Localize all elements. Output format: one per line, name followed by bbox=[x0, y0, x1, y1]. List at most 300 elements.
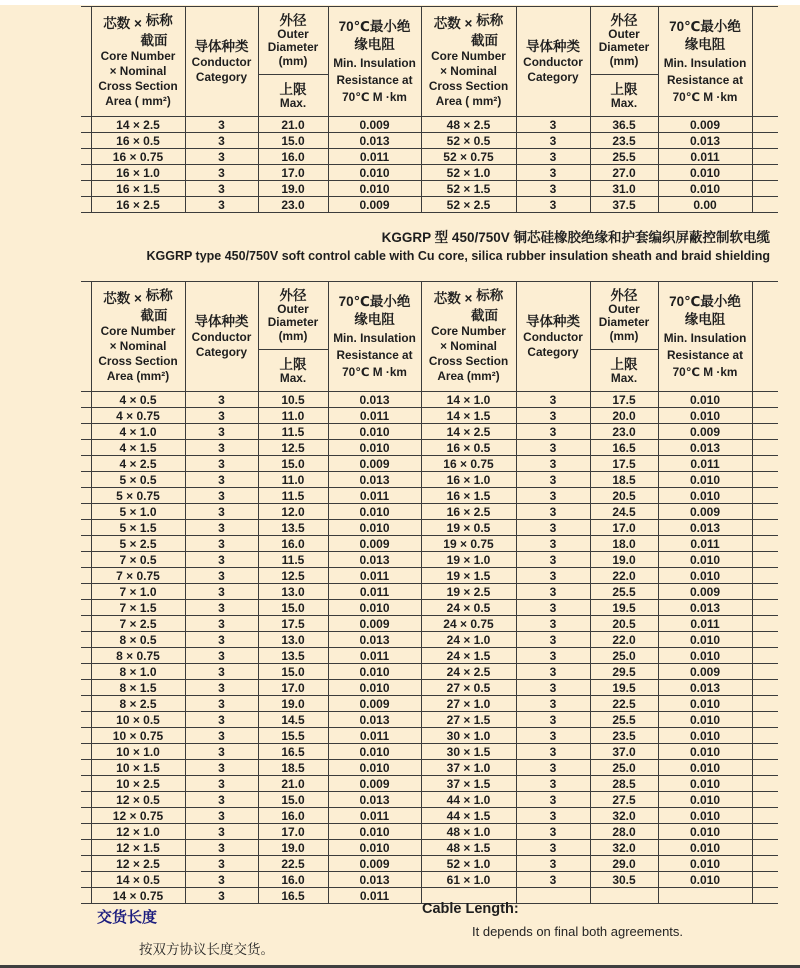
header-spec-cn-line1: 芯数 × 标称 bbox=[103, 287, 173, 306]
table-edge-left bbox=[81, 424, 91, 440]
table-row bbox=[81, 808, 778, 824]
table-edge-right bbox=[752, 648, 778, 664]
cell-category: 3 bbox=[516, 744, 590, 760]
table-edge-left bbox=[81, 600, 91, 616]
table-edge-right bbox=[752, 440, 778, 456]
cell-od-max: 20.5 bbox=[590, 488, 658, 504]
cell-min-insulation-resistance: 0.009 bbox=[658, 504, 752, 520]
cell-spec: 5 × 0.75 bbox=[91, 488, 185, 504]
table-edge-left bbox=[81, 808, 91, 824]
cell-category: 3 bbox=[185, 197, 258, 213]
table-edge-right bbox=[752, 536, 778, 552]
table-edge-left bbox=[81, 536, 91, 552]
table-row bbox=[81, 536, 778, 552]
cell-category: 3 bbox=[185, 664, 258, 680]
table-edge-right bbox=[752, 197, 778, 213]
table-row bbox=[81, 728, 778, 744]
cell-min-insulation-resistance: 0.013 bbox=[328, 552, 421, 568]
cell-min-insulation-resistance: 0.009 bbox=[658, 664, 752, 680]
cell-od-max: 29.5 bbox=[590, 664, 658, 680]
header-outer-diameter: 外径 Outer Diameter (mm) bbox=[590, 282, 658, 350]
cell-spec: 4 × 1.0 bbox=[91, 424, 185, 440]
table-edge-left bbox=[81, 165, 91, 181]
header-insulation-resistance: 70℃最小绝 缘电阻 Min. Insulation Resistance at 70℃ M ·km bbox=[658, 282, 752, 392]
cell-category: 3 bbox=[185, 824, 258, 840]
cell-spec: 48 × 2.5 bbox=[421, 117, 516, 133]
cell-od-max: 12.0 bbox=[258, 504, 328, 520]
cell-min-insulation-resistance: 0.011 bbox=[658, 456, 752, 472]
cell-min-insulation-resistance: 0.010 bbox=[658, 632, 752, 648]
cell-spec: 8 × 2.5 bbox=[91, 696, 185, 712]
cell-category: 3 bbox=[516, 536, 590, 552]
table-edge-right bbox=[752, 712, 778, 728]
table-edge-right bbox=[752, 696, 778, 712]
cell-min-insulation-resistance: 0.010 bbox=[658, 408, 752, 424]
cell-spec: 24 × 0.5 bbox=[421, 600, 516, 616]
cell-spec: 10 × 0.75 bbox=[91, 728, 185, 744]
cell-min-insulation-resistance: 0.013 bbox=[328, 392, 421, 408]
cell-category: 3 bbox=[185, 117, 258, 133]
cell-spec: 14 × 2.5 bbox=[91, 117, 185, 133]
cell-min-insulation-resistance: 0.010 bbox=[658, 840, 752, 856]
cell-od-max: 11.0 bbox=[258, 472, 328, 488]
header-core-section: 芯数 × 标称 截面 Core Number × Nominal Cross Section Area (mm²) bbox=[421, 282, 516, 392]
cell-min-insulation-resistance: 0.009 bbox=[658, 117, 752, 133]
cell-min-insulation-resistance: 0.010 bbox=[658, 181, 752, 197]
delivery-length-note-cn: 按双方协议长度交货。 bbox=[139, 942, 274, 957]
cell-min-insulation-resistance: 0.010 bbox=[658, 792, 752, 808]
cell-od-max: 19.0 bbox=[258, 181, 328, 197]
header-insulation-resistance: 70℃最小绝 缘电阻 Min. Insulation Resistance at 70℃ M ·km bbox=[658, 7, 752, 117]
cell-od-max: 18.5 bbox=[258, 760, 328, 776]
cell-category: 3 bbox=[185, 696, 258, 712]
cell-od-max: 19.5 bbox=[590, 680, 658, 696]
table-row bbox=[81, 680, 778, 696]
cell-min-insulation-resistance: 0.009 bbox=[328, 856, 421, 872]
cell-category: 3 bbox=[516, 712, 590, 728]
table-edge-left bbox=[81, 392, 91, 408]
cell-min-insulation-resistance: 0.013 bbox=[328, 872, 421, 888]
cell-min-insulation-resistance: 0.010 bbox=[328, 424, 421, 440]
cell-spec: 48 × 1.0 bbox=[421, 824, 516, 840]
table-edge-left bbox=[81, 520, 91, 536]
cell-category: 3 bbox=[516, 648, 590, 664]
header-outer-diameter: 外径 Outer Diameter (mm) bbox=[258, 282, 328, 350]
table-header bbox=[81, 282, 778, 392]
cell-min-insulation-resistance: 0.010 bbox=[658, 648, 752, 664]
table-row bbox=[81, 133, 778, 149]
cell-min-insulation-resistance: 0.010 bbox=[328, 744, 421, 760]
table-edge-left bbox=[81, 696, 91, 712]
cell-category: 3 bbox=[516, 568, 590, 584]
table-edge-right bbox=[752, 552, 778, 568]
table-row bbox=[81, 872, 778, 888]
table-row bbox=[81, 472, 778, 488]
cell-spec: 19 × 1.5 bbox=[421, 568, 516, 584]
cell-spec: 19 × 2.5 bbox=[421, 584, 516, 600]
cell-category: 3 bbox=[185, 776, 258, 792]
table-edge-left bbox=[81, 664, 91, 680]
cell-od-max: 11.5 bbox=[258, 488, 328, 504]
table-header bbox=[81, 7, 778, 117]
table-edge-right bbox=[752, 744, 778, 760]
cell-category: 3 bbox=[516, 456, 590, 472]
cell-category: 3 bbox=[516, 504, 590, 520]
cell-od-max: 25.5 bbox=[590, 712, 658, 728]
cell-spec: 12 × 2.5 bbox=[91, 856, 185, 872]
cell-spec: 16 × 0.75 bbox=[421, 456, 516, 472]
table-row bbox=[81, 584, 778, 600]
cell-od-max: 17.0 bbox=[258, 680, 328, 696]
cell-category: 3 bbox=[516, 680, 590, 696]
cell-spec: 52 × 2.5 bbox=[421, 197, 516, 213]
cell-od-max: 13.5 bbox=[258, 520, 328, 536]
cell-spec: 19 × 1.0 bbox=[421, 552, 516, 568]
cell-od-max: 16.5 bbox=[258, 744, 328, 760]
table-edge-right bbox=[752, 456, 778, 472]
cell-category: 3 bbox=[516, 552, 590, 568]
cell-min-insulation-resistance: 0.010 bbox=[328, 824, 421, 840]
table-edge-left bbox=[81, 488, 91, 504]
cell-min-insulation-resistance: 0.010 bbox=[658, 824, 752, 840]
cell-od-max: 16.5 bbox=[590, 440, 658, 456]
header-spec-cn-line2: 截面 bbox=[140, 307, 168, 323]
cell-min-insulation-resistance: 0.010 bbox=[328, 600, 421, 616]
header-conductor-category: 导体种类 Conductor Category bbox=[516, 282, 590, 392]
table-row bbox=[81, 181, 778, 197]
header-area-label: Area ( mm²) bbox=[435, 93, 502, 108]
cell-od-max: 24.5 bbox=[590, 504, 658, 520]
header-area-label: Area (mm²) bbox=[437, 368, 500, 383]
cell-od-max: 27.5 bbox=[590, 792, 658, 808]
cell-spec: 19 × 0.5 bbox=[421, 520, 516, 536]
cell-od-max: 19.5 bbox=[590, 600, 658, 616]
header-spec-cn-line2: 截面 bbox=[471, 307, 498, 323]
cell-spec: 24 × 2.5 bbox=[421, 664, 516, 680]
table-edge-left bbox=[81, 872, 91, 888]
cell-min-insulation-resistance: 0.010 bbox=[658, 760, 752, 776]
cell-min-insulation-resistance: 0.010 bbox=[328, 680, 421, 696]
cell-od-max: 16.0 bbox=[258, 536, 328, 552]
header-area-label: Area ( mm²) bbox=[105, 93, 171, 108]
cell-spec: 44 × 1.5 bbox=[421, 808, 516, 824]
table-edge-right bbox=[752, 408, 778, 424]
table-edge-left bbox=[81, 840, 91, 856]
table-row bbox=[81, 392, 778, 408]
cell-spec: 16 × 1.0 bbox=[91, 165, 185, 181]
cell-od-max: 13.0 bbox=[258, 584, 328, 600]
header-spec-cn-line1: 芯数 × 标称 bbox=[103, 12, 173, 31]
cell-spec: 8 × 0.5 bbox=[91, 632, 185, 648]
table-edge-right bbox=[752, 888, 778, 904]
cell-spec: 4 × 1.5 bbox=[91, 440, 185, 456]
cell-od-max: 22.5 bbox=[258, 856, 328, 872]
table-row bbox=[81, 117, 778, 133]
header-od-max: 上限 Max. bbox=[258, 75, 328, 117]
cell-od-max: 11.5 bbox=[258, 424, 328, 440]
table-edge-left bbox=[81, 568, 91, 584]
cell-min-insulation-resistance: 0.013 bbox=[658, 680, 752, 696]
cell-spec: 52 × 0.75 bbox=[421, 149, 516, 165]
table-edge-right bbox=[752, 664, 778, 680]
header-core-section: 芯数 × 标称 截面 Core Number × Nominal Cross Section Area ( mm²) bbox=[421, 7, 516, 117]
cell-min-insulation-resistance: 0.013 bbox=[328, 472, 421, 488]
cell-min-insulation-resistance: 0.010 bbox=[658, 488, 752, 504]
cell-min-insulation-resistance: 0.010 bbox=[658, 808, 752, 824]
cell-spec: 30 × 1.0 bbox=[421, 728, 516, 744]
cell-min-insulation-resistance: 0.00 bbox=[658, 197, 752, 213]
cell-od-max: 31.0 bbox=[590, 181, 658, 197]
cell-category: 3 bbox=[516, 133, 590, 149]
table-edge-right bbox=[752, 776, 778, 792]
cell-od-max: 20.0 bbox=[590, 408, 658, 424]
table-edge-right bbox=[752, 504, 778, 520]
upper-spec-table bbox=[81, 6, 778, 213]
table-edge-right bbox=[752, 728, 778, 744]
cell-category: 3 bbox=[185, 840, 258, 856]
cell-category: 3 bbox=[516, 197, 590, 213]
cell-min-insulation-resistance: 0.011 bbox=[658, 616, 752, 632]
cell-min-insulation-resistance: 0.011 bbox=[328, 488, 421, 504]
header-od-max: 上限 Max. bbox=[590, 350, 658, 392]
cell-category: 3 bbox=[185, 584, 258, 600]
cell-spec: 12 × 0.75 bbox=[91, 808, 185, 824]
cell-category: 3 bbox=[516, 392, 590, 408]
cell-category: 3 bbox=[185, 744, 258, 760]
cell-category: 3 bbox=[185, 600, 258, 616]
table-edge-right bbox=[752, 149, 778, 165]
cell-spec: 14 × 0.75 bbox=[91, 888, 185, 904]
table-row bbox=[81, 568, 778, 584]
cell-spec: 16 × 1.5 bbox=[91, 181, 185, 197]
cell-min-insulation-resistance: 0.010 bbox=[328, 760, 421, 776]
cell-category: 3 bbox=[185, 504, 258, 520]
cell-category: 3 bbox=[185, 472, 258, 488]
cell-category: 3 bbox=[185, 488, 258, 504]
table-edge-right bbox=[752, 181, 778, 197]
cell-category: 3 bbox=[516, 664, 590, 680]
table-row bbox=[81, 616, 778, 632]
cell-min-insulation-resistance: 0.010 bbox=[328, 840, 421, 856]
cell-od-max: 23.0 bbox=[590, 424, 658, 440]
table-edge-left bbox=[81, 888, 91, 904]
cell-od-max: 16.5 bbox=[258, 888, 328, 904]
cell-category: 3 bbox=[185, 424, 258, 440]
cell-spec: 24 × 1.0 bbox=[421, 632, 516, 648]
cell-category: 3 bbox=[185, 456, 258, 472]
cell-min-insulation-resistance: 0.011 bbox=[328, 149, 421, 165]
cell-spec: 4 × 0.75 bbox=[91, 408, 185, 424]
cell-min-insulation-resistance: 0.010 bbox=[658, 872, 752, 888]
table-edge-left bbox=[81, 856, 91, 872]
cell-spec: 37 × 1.5 bbox=[421, 776, 516, 792]
table-body bbox=[81, 392, 778, 904]
cell-spec: 52 × 1.5 bbox=[421, 181, 516, 197]
cell-category: 3 bbox=[516, 520, 590, 536]
cell-category: 3 bbox=[516, 808, 590, 824]
cell-spec: 12 × 0.5 bbox=[91, 792, 185, 808]
table-edge-right bbox=[752, 568, 778, 584]
cell-category: 3 bbox=[185, 760, 258, 776]
cell-category: 3 bbox=[516, 760, 590, 776]
table-edge-left bbox=[81, 7, 91, 117]
cell-min-insulation-resistance: 0.013 bbox=[658, 600, 752, 616]
table-edge-left bbox=[81, 728, 91, 744]
cell-spec: 16 × 1.0 bbox=[421, 472, 516, 488]
cell-od-max: 17.0 bbox=[258, 824, 328, 840]
cell-spec: 7 × 1.0 bbox=[91, 584, 185, 600]
table-row bbox=[81, 440, 778, 456]
cell-od-max: 17.5 bbox=[590, 392, 658, 408]
cell-od-max: 15.5 bbox=[258, 728, 328, 744]
header-outer-diameter: 外径 Outer Diameter (mm) bbox=[590, 7, 658, 75]
cell-od-max: 14.5 bbox=[258, 712, 328, 728]
cell-od-max: 22.0 bbox=[590, 632, 658, 648]
cell-spec: 27 × 0.5 bbox=[421, 680, 516, 696]
cell-category: 3 bbox=[185, 792, 258, 808]
cell-category: 3 bbox=[516, 840, 590, 856]
cell-min-insulation-resistance: 0.011 bbox=[328, 568, 421, 584]
cell-spec: 24 × 1.5 bbox=[421, 648, 516, 664]
header-spec-cn-line2: 截面 bbox=[140, 32, 168, 48]
table-row bbox=[81, 165, 778, 181]
header-spec-cn-line1: 芯数 × 标称 bbox=[433, 12, 504, 31]
cell-od-max: 21.0 bbox=[258, 117, 328, 133]
cell-min-insulation-resistance: 0.011 bbox=[658, 536, 752, 552]
table-row bbox=[81, 408, 778, 424]
cell-category: 3 bbox=[516, 696, 590, 712]
cell-min-insulation-resistance: 0.010 bbox=[658, 165, 752, 181]
cell-spec: 5 × 1.0 bbox=[91, 504, 185, 520]
cell-category: 3 bbox=[516, 488, 590, 504]
cell-category: 3 bbox=[516, 584, 590, 600]
cell-spec: 12 × 1.5 bbox=[91, 840, 185, 856]
header-od-max: 上限 Max. bbox=[258, 350, 328, 392]
cell-od-max: 37.5 bbox=[590, 197, 658, 213]
table-row bbox=[81, 664, 778, 680]
cell-od-max: 32.0 bbox=[590, 840, 658, 856]
cell-category: 3 bbox=[516, 600, 590, 616]
cell-od-max: 23.0 bbox=[258, 197, 328, 213]
cell-od-max: 27.0 bbox=[590, 165, 658, 181]
header-conductor-category: 导体种类 Conductor Category bbox=[185, 7, 258, 117]
cell-od-max: 25.0 bbox=[590, 760, 658, 776]
cell-category: 3 bbox=[516, 824, 590, 840]
cell-min-insulation-resistance: 0.013 bbox=[328, 792, 421, 808]
cell-spec: 4 × 2.5 bbox=[91, 456, 185, 472]
cell-min-insulation-resistance: 0.009 bbox=[658, 424, 752, 440]
cell-category: 3 bbox=[185, 616, 258, 632]
cell-category: 3 bbox=[185, 408, 258, 424]
cell-spec: 27 × 1.5 bbox=[421, 712, 516, 728]
cell-min-insulation-resistance: 0.009 bbox=[328, 117, 421, 133]
cell-od-max: 28.5 bbox=[590, 776, 658, 792]
cell-spec: 61 × 1.0 bbox=[421, 872, 516, 888]
cell-category: 3 bbox=[516, 776, 590, 792]
cell-spec: 7 × 2.5 bbox=[91, 616, 185, 632]
table-edge-left bbox=[81, 456, 91, 472]
cell-category: 3 bbox=[185, 165, 258, 181]
cell-category: 3 bbox=[185, 440, 258, 456]
table-edge-left bbox=[81, 776, 91, 792]
cell-spec: 10 × 1.5 bbox=[91, 760, 185, 776]
cell-od-max: 15.0 bbox=[258, 133, 328, 149]
cell-od-max: 15.0 bbox=[258, 600, 328, 616]
cell-category: 3 bbox=[185, 712, 258, 728]
cell-spec: 16 × 2.5 bbox=[91, 197, 185, 213]
cell-category bbox=[516, 888, 590, 904]
cell-min-insulation-resistance: 0.013 bbox=[658, 133, 752, 149]
cell-category: 3 bbox=[185, 872, 258, 888]
cell-category: 3 bbox=[185, 728, 258, 744]
cell-min-insulation-resistance: 0.010 bbox=[658, 744, 752, 760]
table-edge-right bbox=[752, 632, 778, 648]
table-edge-right bbox=[752, 600, 778, 616]
cell-od-max: 28.0 bbox=[590, 824, 658, 840]
cell-od-max: 22.5 bbox=[590, 696, 658, 712]
table-edge-right bbox=[752, 520, 778, 536]
table-edge-right bbox=[752, 824, 778, 840]
header-core-section: 芯数 × 标称 截面 Core Number × Nominal Cross Section Area (mm²) bbox=[91, 282, 185, 392]
table-edge-right bbox=[752, 424, 778, 440]
cell-min-insulation-resistance: 0.011 bbox=[328, 408, 421, 424]
cell-category: 3 bbox=[516, 792, 590, 808]
table-row bbox=[81, 840, 778, 856]
cell-category: 3 bbox=[516, 165, 590, 181]
table-edge-left bbox=[81, 181, 91, 197]
table-edge-right bbox=[752, 392, 778, 408]
cell-spec: 16 × 0.5 bbox=[421, 440, 516, 456]
cell-od-max: 19.0 bbox=[258, 696, 328, 712]
cell-min-insulation-resistance: 0.011 bbox=[658, 149, 752, 165]
cell-od-max: 36.5 bbox=[590, 117, 658, 133]
cell-od-max: 19.0 bbox=[590, 552, 658, 568]
cell-min-insulation-resistance: 0.010 bbox=[328, 165, 421, 181]
cell-category: 3 bbox=[516, 728, 590, 744]
table-edge-left bbox=[81, 824, 91, 840]
cell-min-insulation-resistance: 0.010 bbox=[658, 392, 752, 408]
table-edge-right bbox=[752, 133, 778, 149]
cell-category: 3 bbox=[516, 472, 590, 488]
table-edge-left bbox=[81, 632, 91, 648]
table-row bbox=[81, 824, 778, 840]
section-title-cn: KGGRP 型 450/750V 铜芯硅橡胶绝缘和护套编织屏蔽控制软电缆 bbox=[381, 230, 770, 245]
cell-od-max: 16.0 bbox=[258, 149, 328, 165]
table-edge-right bbox=[752, 488, 778, 504]
cell-spec: 8 × 1.0 bbox=[91, 664, 185, 680]
header-conductor-category: 导体种类 Conductor Category bbox=[185, 282, 258, 392]
cell-category: 3 bbox=[185, 648, 258, 664]
table-edge-left bbox=[81, 408, 91, 424]
cell-min-insulation-resistance: 0.013 bbox=[658, 440, 752, 456]
cell-spec: 19 × 0.75 bbox=[421, 536, 516, 552]
cell-spec: 14 × 1.5 bbox=[421, 408, 516, 424]
cell-category: 3 bbox=[516, 440, 590, 456]
table-row bbox=[81, 520, 778, 536]
cell-spec: 5 × 2.5 bbox=[91, 536, 185, 552]
table-edge-left bbox=[81, 117, 91, 133]
cell-od-max: 13.0 bbox=[258, 632, 328, 648]
cell-min-insulation-resistance: 0.009 bbox=[658, 584, 752, 600]
cell-category: 3 bbox=[516, 408, 590, 424]
cell-min-insulation-resistance: 0.010 bbox=[658, 696, 752, 712]
cell-od-max: 21.0 bbox=[258, 776, 328, 792]
cell-spec: 4 × 0.5 bbox=[91, 392, 185, 408]
cell-category: 3 bbox=[516, 181, 590, 197]
cell-od-max: 16.0 bbox=[258, 808, 328, 824]
header-insulation-resistance: 70℃最小绝 缘电阻 Min. Insulation Resistance at 70℃ M ·km bbox=[328, 282, 421, 392]
cell-spec: 8 × 1.5 bbox=[91, 680, 185, 696]
